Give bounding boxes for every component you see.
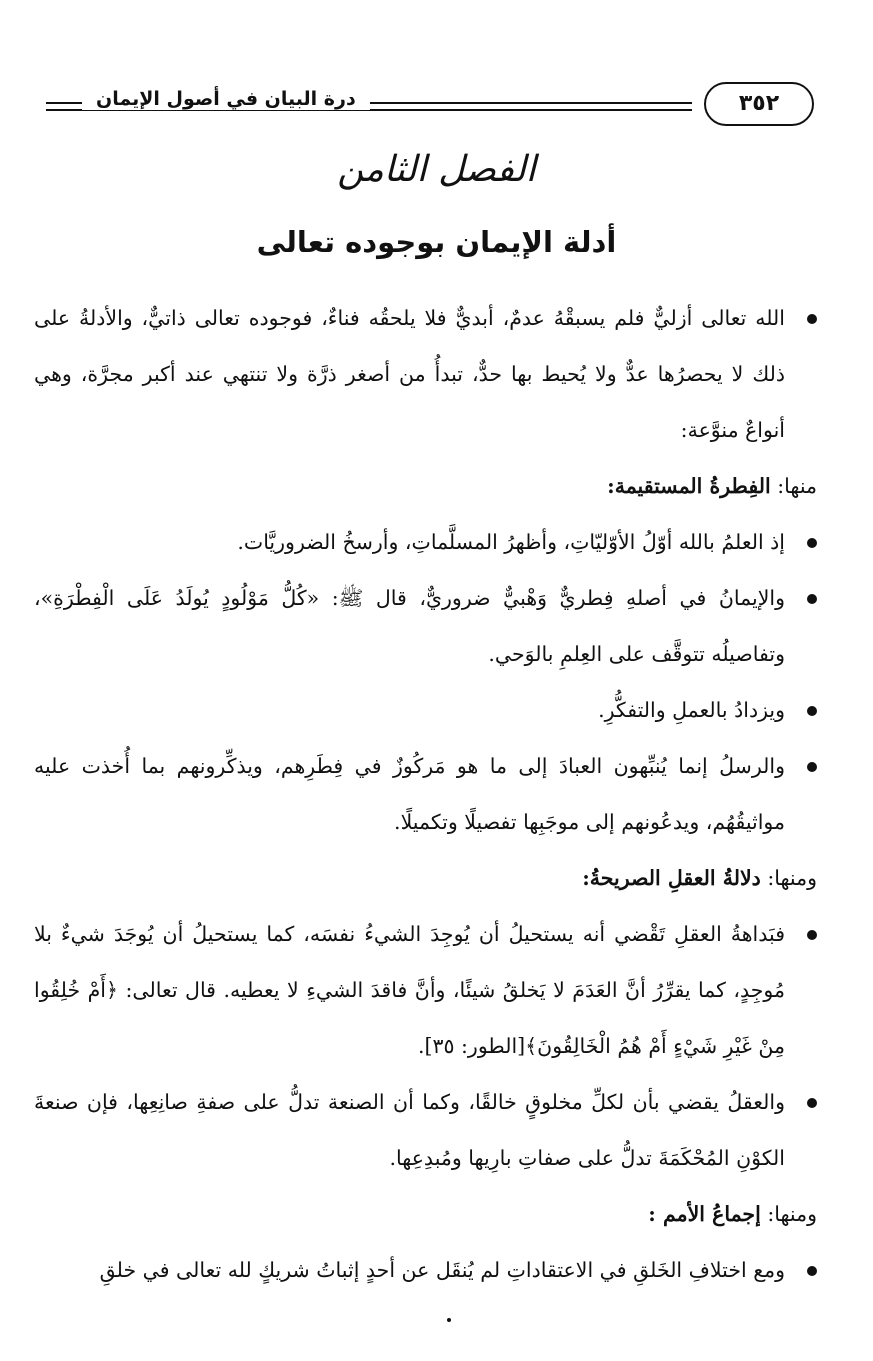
bullet-paragraph <box>34 682 817 738</box>
paragraph-text: فبَداهةُ العقلِ تَقْضي أنه يستحيلُ أن يُوجِدَ الشيءُ نفسَه، كما يستحيلُ أن يُوجَدَ شيءٌ بلا مُوجِدٍ، كما يقرِّرُ أنَّ العَدَمَ لا يَخلقُ شيئًا، وأنَّ فاقدَ الشيءِ لا يعطيه. قال تعالى: ﴿أَمْ خُلِقُوا مِنْ غَيْرِ شَيْءٍ أَمْ هُمُ الْخَالِقُونَ﴾[الطور: ٣٥]. <box>34 922 785 1058</box>
bullet-icon <box>807 930 817 940</box>
heading-prefix: ومنها: <box>760 1202 817 1226</box>
bullet-icon <box>807 594 817 604</box>
paragraph-text: ومع اختلافِ الخَلقِ في الاعتقاداتِ لم يُنقَل عن أحدٍ إثباتُ شريكٍ لله تعالى في خلقِ <box>99 1258 785 1282</box>
heading-label: الفِطرةُ المستقيمة: <box>607 474 771 498</box>
chapter-title: أدلة الإيمان بوجوده تعالى <box>256 225 617 259</box>
page-body <box>34 290 817 1298</box>
bullet-paragraph <box>34 514 817 570</box>
bullet-icon <box>807 706 817 716</box>
paragraph-text: والإيمانُ في أصلهِ فِطريٌّ وَهْبيٌّ ضروريٌّ، قال ﷺ: «كُلُّ مَوْلُودٍ يُولَدُ عَلَى الْفِطْرَةِ»، وتفاصيلُه تتوقَّف على العِلمِ بالوَحي. <box>34 586 785 666</box>
book-title: درة البيان في أصول الإيمان <box>82 88 370 110</box>
section-heading <box>34 850 817 906</box>
heading-prefix: ومنها: <box>760 866 817 890</box>
bullet-paragraph <box>34 738 817 850</box>
chapter-label: الفصل الثامن <box>337 149 536 190</box>
bullet-icon <box>807 538 817 548</box>
bullet-paragraph <box>34 290 817 458</box>
paragraph-text: ويزدادُ بالعملِ والتفكُّرِ. <box>598 698 785 722</box>
heading-label: إجماعُ الأمم : <box>648 1202 761 1226</box>
bullet-icon <box>807 1098 817 1108</box>
heading-prefix: منها: <box>770 474 817 498</box>
bullet-icon <box>807 314 817 324</box>
bullet-icon <box>807 762 817 772</box>
bullet-icon <box>807 1266 817 1276</box>
page-number: ٣٥٢ <box>704 82 814 126</box>
bullet-paragraph <box>34 906 817 1074</box>
paragraph-text: إذ العلمُ بالله أوّلُ الأوّليّاتِ، وأظهرُ المسلَّماتِ، وأرسخُ الضروريَّات. <box>237 530 785 554</box>
bullet-paragraph <box>34 1242 817 1298</box>
bullet-paragraph <box>34 1074 817 1186</box>
running-header <box>34 82 814 128</box>
heading-label: دلالةُ العقلِ الصريحةُ: <box>582 866 761 890</box>
section-heading <box>34 458 817 514</box>
section-heading <box>34 1186 817 1242</box>
paragraph-text: الله تعالى أزليٌّ فلم يسبقْهُ عدمٌ، أبديٌّ فلا يلحقُه فناءٌ، فوجوده تعالى ذاتيٌّ، والأدلةُ على ذلك لا يحصرُها عدٌّ ولا يُحيط بها حدٌّ، تبدأُ من أصغر ذرَّة ولا تنتهي عند أكبر مجرَّة، وهي أنواعٌ منوَّعة: <box>34 306 785 442</box>
bullet-paragraph <box>34 570 817 682</box>
paragraph-text: والعقلُ يقضي بأن لكلِّ مخلوقٍ خالقًا، وكما أن الصنعة تدلُّ على صفةِ صانِعِها، فإن صنعةَ الكوْنِ المُحْكَمَةَ تدلُّ على صفاتِ بارِيها ومُبدِعِها. <box>34 1090 785 1170</box>
paragraph-text: والرسلُ إنما يُنبِّهون العبادَ إلى ما هو مَركُوزٌ في فِطَرِهم، ويذكِّرونهم بما أُخذت عليه مواثيقُهُم، ويدعُونهم إلى موجَبِها تفصيلًا وتكميلًا. <box>34 754 785 834</box>
page-mark <box>447 1318 451 1322</box>
